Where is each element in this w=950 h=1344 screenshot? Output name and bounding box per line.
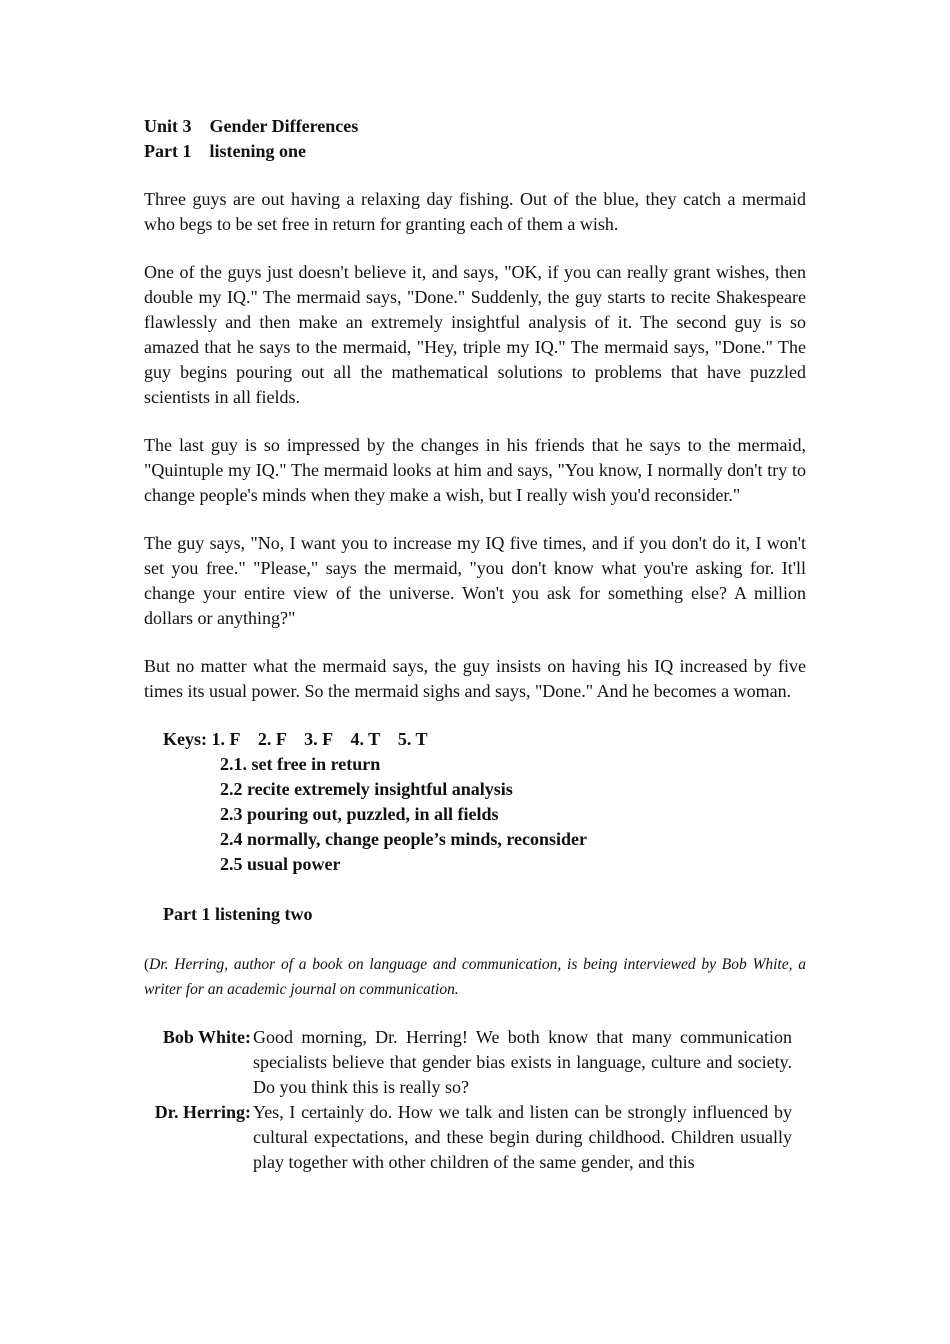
intro-text: Dr. Herring, author of a book on language and communication, is being interviewed by Bob White, a writer for an academic journal on communication. xyxy=(144,956,806,998)
dialogue-turn xyxy=(144,1100,792,1175)
speaker-label: Dr. Herring: xyxy=(154,1102,251,1122)
unit-title: Unit 3 Gender Differences xyxy=(144,116,359,136)
speech-text: Yes, I certainly do. How we talk and listen can be strongly influenced by cultural expectations, and these begin during childhood. Children usually play together with other children of the same gender, and this xyxy=(253,1102,792,1172)
story-paragraph-4: The guy says, "No, I want you to increase my IQ five times, and if you don't do it, I won't set you free." "Please," says the mermaid, "you don't know what you're asking for. It'll change your entire view of the universe. Won't you ask for something else? A million dollars or anything?" xyxy=(144,533,806,628)
key-item: 2.2 recite extremely insightful analysis xyxy=(220,779,513,799)
key-item: 2.3 pouring out, puzzled, in all fields xyxy=(220,804,499,824)
dialogue xyxy=(144,1025,792,1175)
part-two-title: Part 1 listening two xyxy=(163,904,313,924)
speech-text: Good morning, Dr. Herring! We both know that many communication specialists believe that gender bias exists in language, culture and society. Do you think this is really so? xyxy=(253,1027,792,1097)
story-paragraph-3: The last guy is so impressed by the changes in his friends that he says to the mermaid, "Quintuple my IQ." The mermaid looks at him and says, "You know, I normally don't try to change people's minds when they make a wish, but I really wish you'd reconsider." xyxy=(144,435,806,505)
answer-keys xyxy=(163,727,806,877)
document-page xyxy=(144,114,806,1175)
speaker-label: Bob White: xyxy=(162,1027,251,1047)
keys-true-false: Keys: 1. F 2. F 3. F 4. T 5. T xyxy=(163,729,428,749)
key-item: 2.1. set free in return xyxy=(220,754,381,774)
story-paragraph-1: Three guys are out having a relaxing day fishing. Out of the blue, they catch a mermaid who begs to be set free in return for granting each of them a wish. xyxy=(144,189,806,234)
dialogue-turn xyxy=(144,1025,792,1100)
story-paragraph-5: But no matter what the mermaid says, the guy insists on having his IQ increased by five times its usual power. So the mermaid sighs and says, "Done." And he becomes a woman. xyxy=(144,656,806,701)
key-item: 2.5 usual power xyxy=(220,854,341,874)
story-paragraph-2: One of the guys just doesn't believe it, and says, "OK, if you can really grant wishes, then double my IQ." The mermaid says, "Done." Suddenly, the guy starts to recite Shakespeare flawlessly and then make an extremely insightful analysis of it. The second guy is so amazed that he says to the mermaid, "Hey, triple my IQ." The mermaid says, "Done." The guy begins pouring out all the mathematical solutions to problems that have puzzled scientists in all fields. xyxy=(144,262,806,407)
intro-paren: ( xyxy=(144,956,150,973)
part-title: Part 1 listening one xyxy=(144,141,306,161)
key-item: 2.4 normally, change people’s minds, reconsider xyxy=(220,829,588,849)
interview-intro xyxy=(144,952,806,1002)
